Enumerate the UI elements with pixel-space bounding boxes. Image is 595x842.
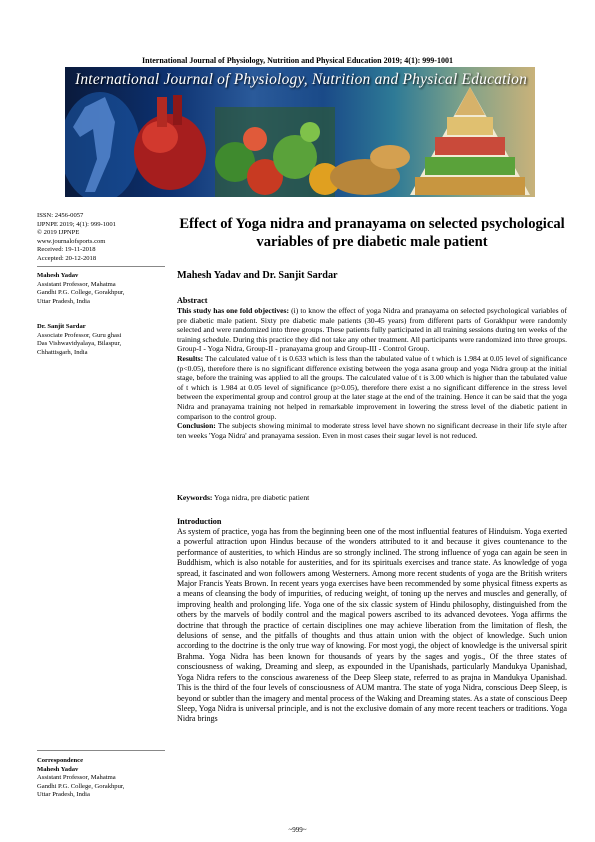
page-number: ~999~ [288,826,307,834]
keywords-label: Keywords: [177,493,213,502]
author-2-name: Dr. Sanjit Sardar [37,323,86,330]
correspondence-affiliation-line: Assistant Professor, Mahatma [37,774,116,782]
correspondence-heading: Correspondence [37,757,84,764]
author-2-affiliation-line: Chhattisgarh, India [37,348,88,356]
correspondence-name: Mahesh Yadav [37,765,79,773]
results-label: Results: [177,353,204,363]
introduction-heading: Introduction [177,517,222,526]
abstract-section [177,296,567,440]
author-2-affiliation-line: Das Vishwavidyalaya, Bilaspur, [37,340,122,348]
copyright: © 2019 IJPNPE [37,229,80,237]
correspondence-info [37,757,167,800]
article-authors: Mahesh Yadav and Dr. Sanjit Sardar [177,270,338,281]
journal-header: International Journal of Physiology, Nutrition and Physical Education 2019; 4(1): 999-1001 [142,56,453,65]
received-date: Received: 19-11-2018 [37,246,96,254]
author-1-affiliation-line: Assistant Professor, Mahatma [37,280,116,288]
citation: IJPNPE 2019; 4(1): 999-1001 [37,220,116,228]
journal-banner [65,67,535,197]
results-paragraph [177,354,567,421]
abstract-paragraph [177,306,567,354]
accepted-date: Accepted: 20-12-2018 [37,254,97,262]
introduction-body: As system of practice, yoga has from the beginning been one of the most influential features of Hinduism. Yoga exerted a powerful attraction upon Hindus because of the wonders attributed to it and because it gives countenance to the performance of austerities, to which Hindus are so strongly inclined. The strong influence of yoga can again be seen in Buddhism, which is also notable for austerities, and for its spirituals exercises and trance state. As knowledge of yoga spread, it fascinated and won followers among Westerners. Among more recent students of yoga are the British writers Major Francis Yeats Brown. In recent years yoga exercises have been recommended by some physical fitness experts as a means of cleansing the body of impurities, of reducing weight, of toning up the nerves and muscles and generally, of improving health and prolonging life. Yoga one of the six classic system of Hindu philosophy, distinguished from the others by the marvels of bodily control and the magical powers ascribed to its advanced devotees. Yoga affirms the doctrine that through the practice of certain disciplines one may achieve liberation from the limitation of flesh, the delusions of sense, and the pitfalls of thoughts and thus attain union with the object of knowledge. Such union according to the doctrine is the only true way of knowing. For most yogi, the object of knowledge is the universal spirit Brahma. Yoga Nidra has been known for thousands of years by the sages and yogis., Of the three states of consciousness of waking, Dreaming and sleep, as expounded in the Upanishads, particularly Mandukya Upanishad, Yoga Nidra refers to the conscious awareness of the Deep Sleep state, referred to as prajna in Mandukya Upanishad. This is the third of the four levels of consciousness of AUM mantra. The state of yoga Nidra, conscious Deep Sleep, is beyond or subtler than the imagery and mental process of the Waking and Dreaming states. As a state of conscious Deep Sleep, Yoga Nidra is universal principle, and is not the exclusive domain of any more recent teachers or traditions. Yoga Nidra brings [177,527,567,724]
author-1-info [37,272,167,306]
author-1-name: Mahesh Yadav [37,272,79,279]
issn: ISSN: 2456-0057 [37,212,84,219]
sidebar-divider [37,266,165,267]
author-2-affiliation-line: Associate Professor, Guru ghasi [37,331,122,339]
article-meta [37,212,167,264]
keywords-line [177,493,567,503]
correspondence-affiliation-line: Uttar Pradesh, India [37,791,90,799]
author-2-info [37,323,167,357]
conclusion-paragraph [177,421,567,440]
abstract-lead: This study has one fold objectives: [177,306,290,315]
introduction-section [177,517,567,725]
conclusion-body: The subjects showing minimal to moderate stress level have shown no significant decrease in their life style after ten weeks 'Yoga Nidra' and pranayama session. Even in most cases their sugar level is not reduced. [177,421,567,440]
keywords-value: Yoga nidra, pre diabetic patient [212,493,310,502]
abstract-heading: Abstract [177,296,208,305]
results-body: The calculated value of t is 0.633 which is less than the tabulated value of t which is 1.984 at 0.05 level of significance (p<0.05), therefore there is no significant difference existing between the yoga asana group and yoga Nidra group at the initial stage, before the training was applied to all the groups. The calculated value of t is 3.00 which is higher than the tabulated value of t which is 1.984 at 0.05 level of significance (p>0.05), therefore there exist a no significant difference in the stress level between the experimental group and control group at the later stage at the end of the training. Hence it can be said that the yoga Nidra and pranayama training not helped in remarkable improvement in lowering the stress level of the diabetic patient in comparison to the control group. [177,353,567,421]
journal-website[interactable]: www.journalofsports.com [37,237,106,245]
article-title: Effect of Yoga nidra and pranayama on selected psychological variables of pre diabetic male patient [179,216,565,250]
banner-title: International Journal of Physiology, Nutrition and Physical Education [75,71,528,88]
author-1-affiliation-line: Gandhi P.G. College, Gorakhpur, [37,289,125,297]
abstract-body: (i) to know the effect of yoga Nidra and pranayama on selected psychological variables of pre diabetic male patient. Sixty pre diabetic male patients (30-45 years) from different parts of Gorakhpur were randomly selected and were randomized into three groups. These patients fully participated in all training sessions during ten weeks of the training schedule. During this practice they did not take any other treatment. All participants were randomized into three groups. Group-I - Yoga Nidra, Group-II - pranayama group and Group-III - Control Group. [177,306,568,354]
conclusion-label: Conclusion: [177,421,216,431]
correspondence-divider [37,750,165,751]
author-1-affiliation-line: Uttar Pradesh, India [37,297,90,305]
correspondence-affiliation-line: Gandhi P.G. College, Gorakhpur, [37,782,125,790]
